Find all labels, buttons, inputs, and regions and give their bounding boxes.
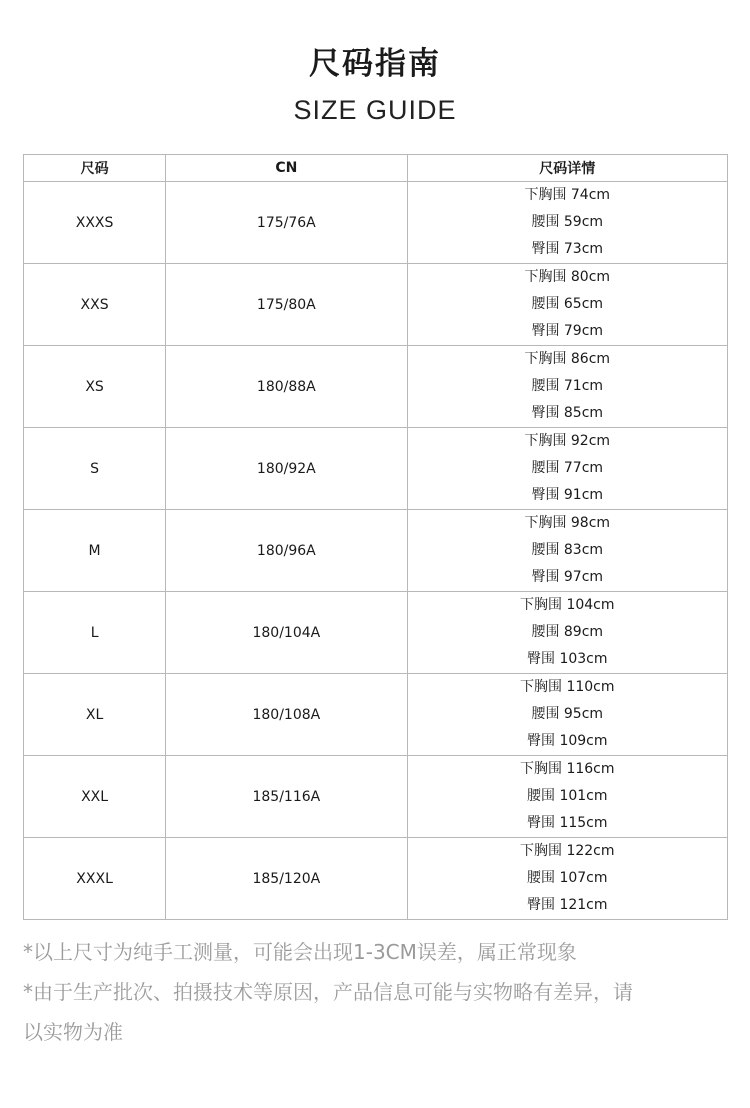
table-row	[24, 346, 728, 428]
measurement-line: 臀围 103cm	[527, 651, 608, 667]
size-cell: XS	[24, 346, 166, 428]
measurement-line: 臀围 97cm	[531, 569, 604, 585]
cn-size-cell: 180/88A	[166, 346, 407, 428]
size-detail-cell	[407, 674, 727, 756]
measurement-line: 臀围 85cm	[531, 405, 604, 421]
size-detail-cell	[407, 346, 727, 428]
measurement-line: 下胸围 74cm	[524, 187, 611, 203]
size-cell: XL	[24, 674, 166, 756]
column-header-size: 尺码	[24, 155, 166, 182]
cn-size-cell: 175/80A	[166, 264, 407, 346]
table-row	[24, 428, 728, 510]
table-row	[24, 182, 728, 264]
size-detail-cell	[407, 428, 727, 510]
size-cell: XXXS	[24, 182, 166, 264]
note-line: *以上尺寸为纯手工测量，可能会出现1-3CM误差，属正常现象	[23, 940, 577, 964]
table-row	[24, 838, 728, 920]
table-row	[24, 674, 728, 756]
measurement-line: 臀围 79cm	[531, 323, 604, 339]
measurement-line: 下胸围 116cm	[520, 761, 615, 777]
table-row	[24, 592, 728, 674]
measurement-line: 腰围 65cm	[531, 296, 604, 312]
measurement-line: 臀围 115cm	[527, 815, 608, 831]
measurement-line: 下胸围 104cm	[520, 597, 615, 613]
size-detail-cell	[407, 264, 727, 346]
measurement-line: 腰围 71cm	[531, 378, 604, 394]
size-detail-cell	[407, 838, 727, 920]
size-cell: L	[24, 592, 166, 674]
measurement-line: 腰围 101cm	[527, 788, 608, 804]
table-row	[24, 510, 728, 592]
measurement-line: 臀围 121cm	[527, 897, 608, 913]
size-detail-cell	[407, 510, 727, 592]
column-header-details: 尺码详情	[407, 155, 727, 182]
note-line: *由于生产批次、拍摄技术等原因，产品信息可能与实物略有差异，请	[23, 980, 633, 1004]
size-cell: M	[24, 510, 166, 592]
measurement-line: 腰围 107cm	[527, 870, 608, 886]
measurement-line: 腰围 95cm	[531, 706, 604, 722]
size-cell: S	[24, 428, 166, 510]
cn-size-cell: 180/104A	[166, 592, 407, 674]
measurement-line: 腰围 59cm	[531, 214, 604, 230]
measurement-line: 臀围 73cm	[531, 241, 604, 257]
size-cell: XXXL	[24, 838, 166, 920]
note-line: 以实物为准	[23, 1020, 123, 1044]
measurement-line: 下胸围 110cm	[520, 679, 615, 695]
page-title: 尺码指南	[309, 46, 441, 82]
cn-size-cell: 180/96A	[166, 510, 407, 592]
measurement-line: 下胸围 98cm	[524, 515, 611, 531]
measurement-line: 臀围 109cm	[527, 733, 608, 749]
cn-size-cell: 185/116A	[166, 756, 407, 838]
table-body	[24, 182, 728, 920]
size-detail-cell	[407, 182, 727, 264]
table-header-row	[24, 155, 728, 182]
cn-size-cell: 180/108A	[166, 674, 407, 756]
size-table	[23, 154, 728, 920]
size-cell: XXL	[24, 756, 166, 838]
table-row	[24, 756, 728, 838]
notes	[23, 932, 728, 1052]
size-detail-cell	[407, 756, 727, 838]
cn-size-cell: 175/76A	[166, 182, 407, 264]
measurement-line: 下胸围 80cm	[524, 269, 611, 285]
size-cell: XXS	[24, 264, 166, 346]
cn-size-cell: 185/120A	[166, 838, 407, 920]
page-subtitle: SIZE GUIDE	[293, 95, 457, 125]
size-detail-cell	[407, 592, 727, 674]
measurement-line: 下胸围 92cm	[524, 433, 611, 449]
measurement-line: 下胸围 86cm	[524, 351, 611, 367]
measurement-line: 下胸围 122cm	[520, 843, 615, 859]
cn-size-cell: 180/92A	[166, 428, 407, 510]
measurement-line: 腰围 83cm	[531, 542, 604, 558]
table-row	[24, 264, 728, 346]
measurement-line: 腰围 77cm	[531, 460, 604, 476]
measurement-line: 臀围 91cm	[531, 487, 604, 503]
column-header-cn: CN	[166, 155, 407, 182]
measurement-line: 腰围 89cm	[531, 624, 604, 640]
